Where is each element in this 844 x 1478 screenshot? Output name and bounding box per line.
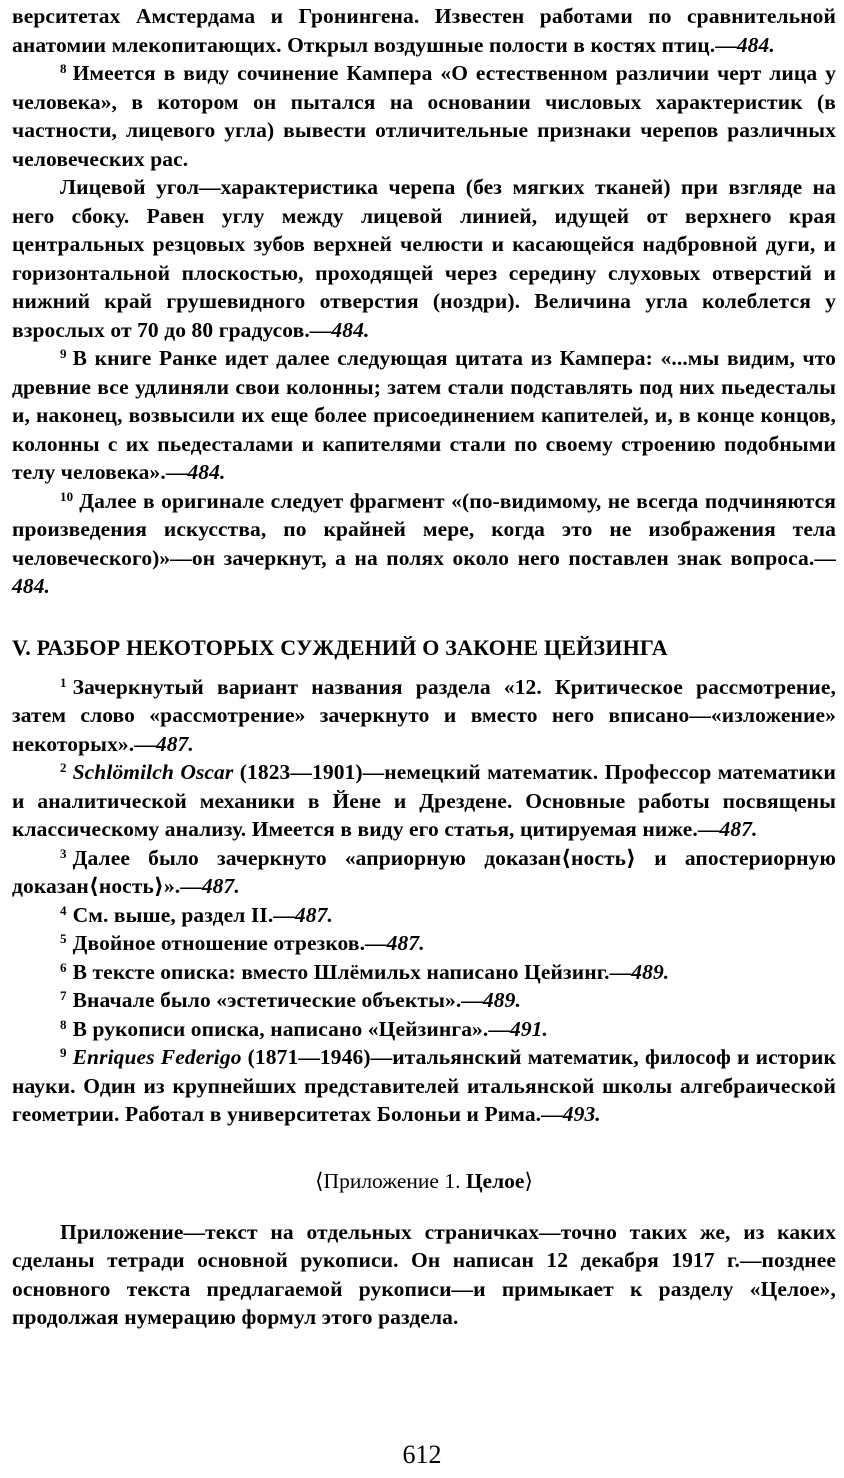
footnote-number: 8	[60, 61, 67, 76]
footnote-number: 10	[60, 488, 74, 504]
note-item	[12, 844, 836, 901]
appendix-title-suffix: ⟩	[524, 1168, 533, 1193]
note-item	[12, 1015, 836, 1044]
note-number: 9	[60, 1045, 67, 1060]
page-reference: 489.	[482, 988, 521, 1012]
page-reference: 484.	[736, 32, 775, 57]
page-reference: 493.	[562, 1102, 601, 1126]
note-text: Вначале было «эстетические объекты».—	[72, 988, 483, 1012]
note-text: В рукописи описка, написано «Цейзинга».—	[72, 1016, 510, 1041]
note-text: В тексте описка: вместо Шлёмильх написано Цейзинг.—	[72, 959, 632, 984]
person-name: Schlömilch Oscar	[72, 760, 234, 784]
footnote-8-continuation	[12, 173, 836, 344]
note-number: 2	[60, 760, 67, 775]
footnote-9	[12, 344, 836, 487]
note-number: 4	[60, 902, 67, 918]
page-reference: 487.	[719, 817, 758, 841]
appendix-paragraph: Приложение—текст на отдельных страничках—точно таких же, из каких сделаны тетради основной рукописи. Он написан 12 декабря 1917 г.—позднее основного текста предлагаемой рукописи—и примыкает к разделу «Целое», продолжая нумерацию формул этого раздела.	[12, 1219, 836, 1329]
footnote-text: Имеется в виду сочинение Кампера «О естественном различии черт лица у человека», в котором он пытался на основании числовых характеристик (в частности, лицевого угла) вывести отличительные признаки черепов различных человеческих рас.	[12, 61, 836, 171]
note-item	[12, 901, 836, 930]
note-text: Далее было зачеркнуто «априорную доказан⟨ность⟩ и апостериорную доказан⟨ность⟩».—	[12, 845, 836, 898]
note-number: 3	[60, 845, 67, 861]
note-text: (1823—1901)—немецкий математик. Профессор математики и аналитической механики в Йене и Дрездене. Основные работы посвящены классическому анализу. Имеется в виду его статья, цитируемая ниже.—	[12, 760, 836, 841]
page-reference: 487.	[155, 731, 194, 756]
footnote-number: 9	[60, 346, 67, 361]
note-number: 8	[60, 1016, 67, 1032]
note-item	[12, 758, 836, 844]
page-number: 612	[402, 1440, 442, 1469]
note-text: Зачеркнутый вариант названия раздела «12. Критическое рассмотрение, затем слово «рассмотрение» зачеркнуто и вместо него вписано—«изложение» некоторых».—	[12, 674, 836, 756]
page-reference: 489.	[631, 959, 670, 984]
footnote-text: верситетах Амстердама и Гронингена. Известен работами по сравнительной анатомии млекопитающих. Открыл воздушные полости в костях птиц.—	[12, 4, 836, 57]
footnote-continuation	[12, 2, 836, 59]
person-name: Enriques Federigo	[72, 1045, 242, 1069]
notes-list	[12, 673, 836, 1129]
note-item	[12, 1043, 836, 1129]
appendix-title	[12, 1169, 836, 1194]
note-item	[12, 929, 836, 958]
note-text: (1871—1946)—итальянский математик, философ и историк науки. Один из крупнейших представителей итальянской школы алгебраической геометрии. Работал в университетах Болоньи и Рима.—	[12, 1045, 836, 1126]
page-reference: 487.	[201, 874, 240, 898]
section-heading: V. РАЗБОР НЕКОТОРЫХ СУЖДЕНИЙ О ЗАКОНЕ ЦЕЙЗИНГА	[12, 634, 668, 660]
note-text: Двойное отношение отрезков.—	[72, 931, 387, 955]
footnote-8	[12, 59, 836, 173]
page-reference: 484.	[331, 317, 370, 342]
footnote-10	[12, 487, 836, 601]
note-item	[12, 986, 836, 1015]
appendix-title-prefix: ⟨Приложение 1.	[315, 1168, 466, 1193]
footnote-text: В книге Ранке идет далее следующая цитата из Кампера: «...мы видим, что древние все удлиняли свои колонны; затем стали подставлять под них пьедесталы и, наконец, возвысили их еще более присоединением капителей, и, в конце концов, колонны с их пьедесталами и капителями стали по своему строению подобными телу человека».—	[12, 346, 836, 484]
note-number: 7	[60, 988, 67, 1003]
note-number: 5	[60, 931, 67, 946]
page-reference: 491.	[509, 1016, 548, 1041]
page-reference: 487.	[386, 931, 425, 955]
page-reference: 487.	[294, 902, 333, 927]
note-item	[12, 673, 836, 759]
page-reference: 484.	[187, 460, 226, 484]
note-item	[12, 958, 836, 987]
appendix-title-bold: Целое	[465, 1168, 525, 1193]
note-number: 1	[60, 674, 67, 690]
document-page	[12, 2, 836, 1332]
footnote-text: Далее в оригинале следует фрагмент «(по-видимому, не всегда подчиняются произведения искусства, по крайней мере, когда это не изображения тела человеческого)»—он зачеркнут, а на полях около него поставлен знак вопроса.—	[12, 488, 836, 570]
page-reference: 484.	[12, 574, 51, 598]
note-text: См. выше, раздел II.—	[72, 902, 295, 927]
note-number: 6	[60, 959, 67, 975]
footnote-text: Лицевой угол—характеристика черепа (без мягких тканей) при взгляде на него сбоку. Равен углу между лицевой линией, идущей от верхнего края центральных резцовых зубов верхней челюсти и касающейся надбровной дуги, и горизонтальной плоскостью, проходящей через середину слуховых отверстий и нижний край грушевидного отверстия (ноздри). Величина угла колеблется у взрослых от 70 до 80 градусов.—	[12, 175, 836, 342]
